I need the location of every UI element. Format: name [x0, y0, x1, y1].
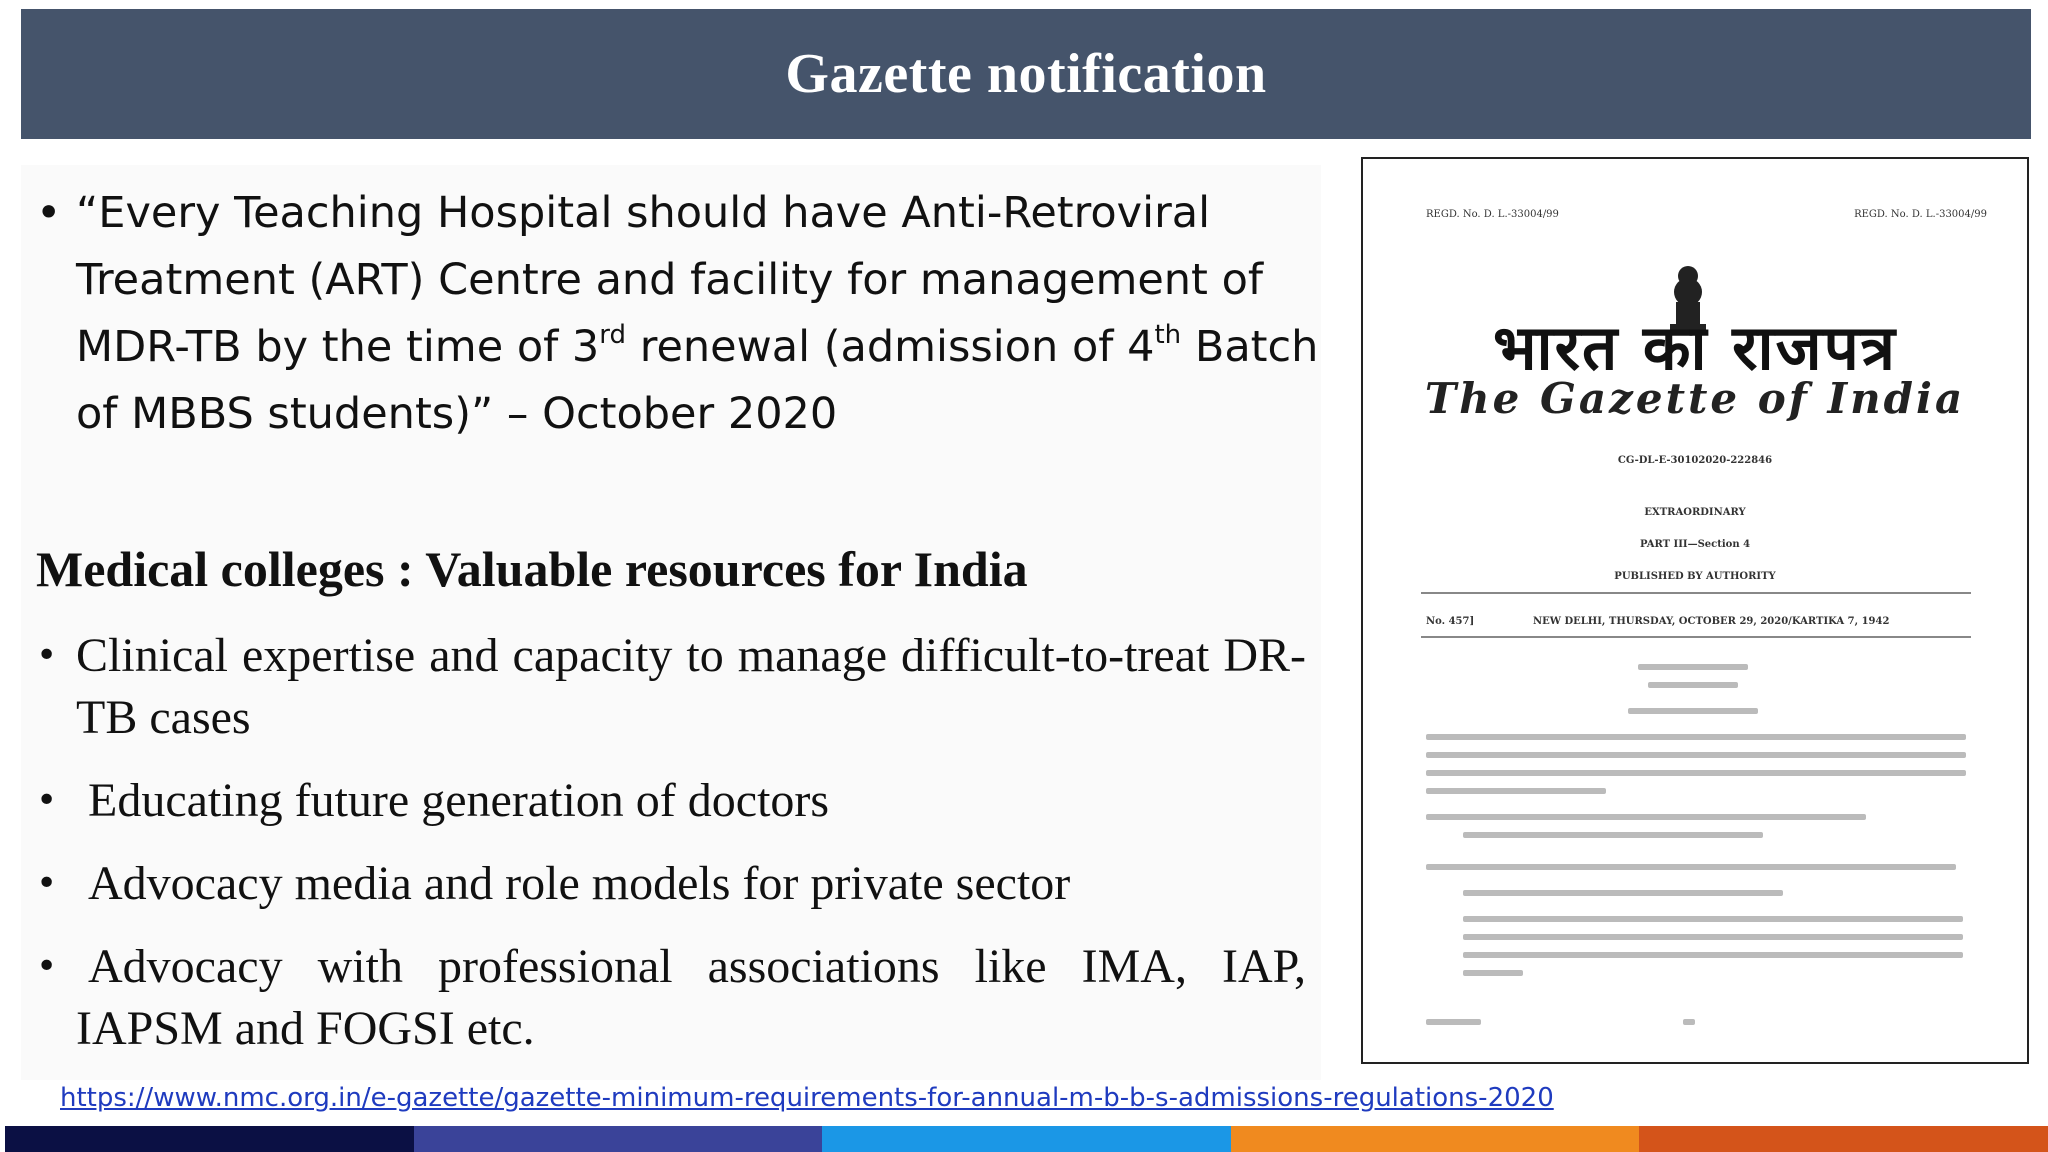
reg-number-left: REGD. No. D. L.-33004/99 — [1426, 209, 1559, 220]
color-segment — [822, 1126, 1231, 1152]
list-item — [36, 625, 1306, 749]
quote-part: “Every Teaching Hospital should have Anti-Retroviral Treatment (ART) Centre and facility for management of MDR-TB by the time of 3 — [76, 188, 1264, 372]
color-segment — [1639, 1126, 2048, 1152]
gazette-title-hindi: भारत का राजपत्र — [1492, 311, 1898, 384]
bullet: • — [36, 946, 58, 987]
footer-color-bar — [5, 1126, 2048, 1152]
gazette-extraordinary: EXTRAORDINARY — [1644, 507, 1746, 518]
gazette-part: PART III—Section 4 — [1639, 539, 1751, 550]
bullet: • — [36, 188, 62, 238]
bullet: • — [36, 863, 58, 904]
list-item — [36, 936, 1306, 1060]
divider — [1421, 636, 1971, 638]
quote-block — [36, 180, 1326, 448]
color-segment — [5, 1126, 414, 1152]
list-item — [36, 853, 1306, 915]
gazette-title-english: The Gazette of India — [1424, 374, 1966, 423]
section-heading: Medical colleges : Valuable resources for India — [36, 541, 1028, 597]
list-item-text: Educating future generation of doctors — [88, 774, 830, 827]
quote-part: renewal (admission of 4 — [626, 322, 1155, 372]
color-segment — [414, 1126, 823, 1152]
slide-title: Gazette notification — [785, 43, 1267, 105]
bullet: • — [36, 635, 58, 676]
bullet: • — [36, 780, 58, 821]
gazette-image — [1361, 157, 2029, 1064]
list-item-text: Advocacy media and role models for private sector — [88, 857, 1071, 910]
gazette-date-line: NEW DELHI, THURSDAY, OCTOBER 29, 2020/KARTIKA 7, 1942 — [1533, 616, 1890, 627]
reg-number-right: REGD. No. D. L.-33004/99 — [1854, 209, 1987, 220]
list-item — [36, 770, 1306, 832]
divider — [1421, 592, 1971, 594]
gazette-issue-no: No. 457] — [1426, 616, 1475, 627]
slide-header — [21, 9, 2031, 139]
superscript: rd — [599, 320, 627, 350]
superscript: th — [1154, 320, 1182, 350]
bullet-list — [36, 625, 1306, 1081]
gazette-published: PUBLISHED BY AUTHORITY — [1614, 571, 1776, 582]
list-item-text: Clinical expertise and capacity to manage difficult-to-treat DR-TB cases — [76, 629, 1306, 744]
quote-text — [76, 180, 1326, 448]
list-item-text: Advocacy with professional associations like IMA, IAP, IAPSM and FOGSI etc. — [76, 940, 1306, 1055]
quote-part: Batch of MBBS students)” – October 2020 — [76, 322, 1319, 439]
gazette-code: CG-DL-E-30102020-222846 — [1617, 455, 1773, 466]
color-segment — [1231, 1126, 1640, 1152]
source-link[interactable]: https://www.nmc.org.in/e-gazette/gazette-minimum-requirements-for-annual-m-b-b-s-admissions-regulations-2020 — [60, 1083, 1554, 1113]
